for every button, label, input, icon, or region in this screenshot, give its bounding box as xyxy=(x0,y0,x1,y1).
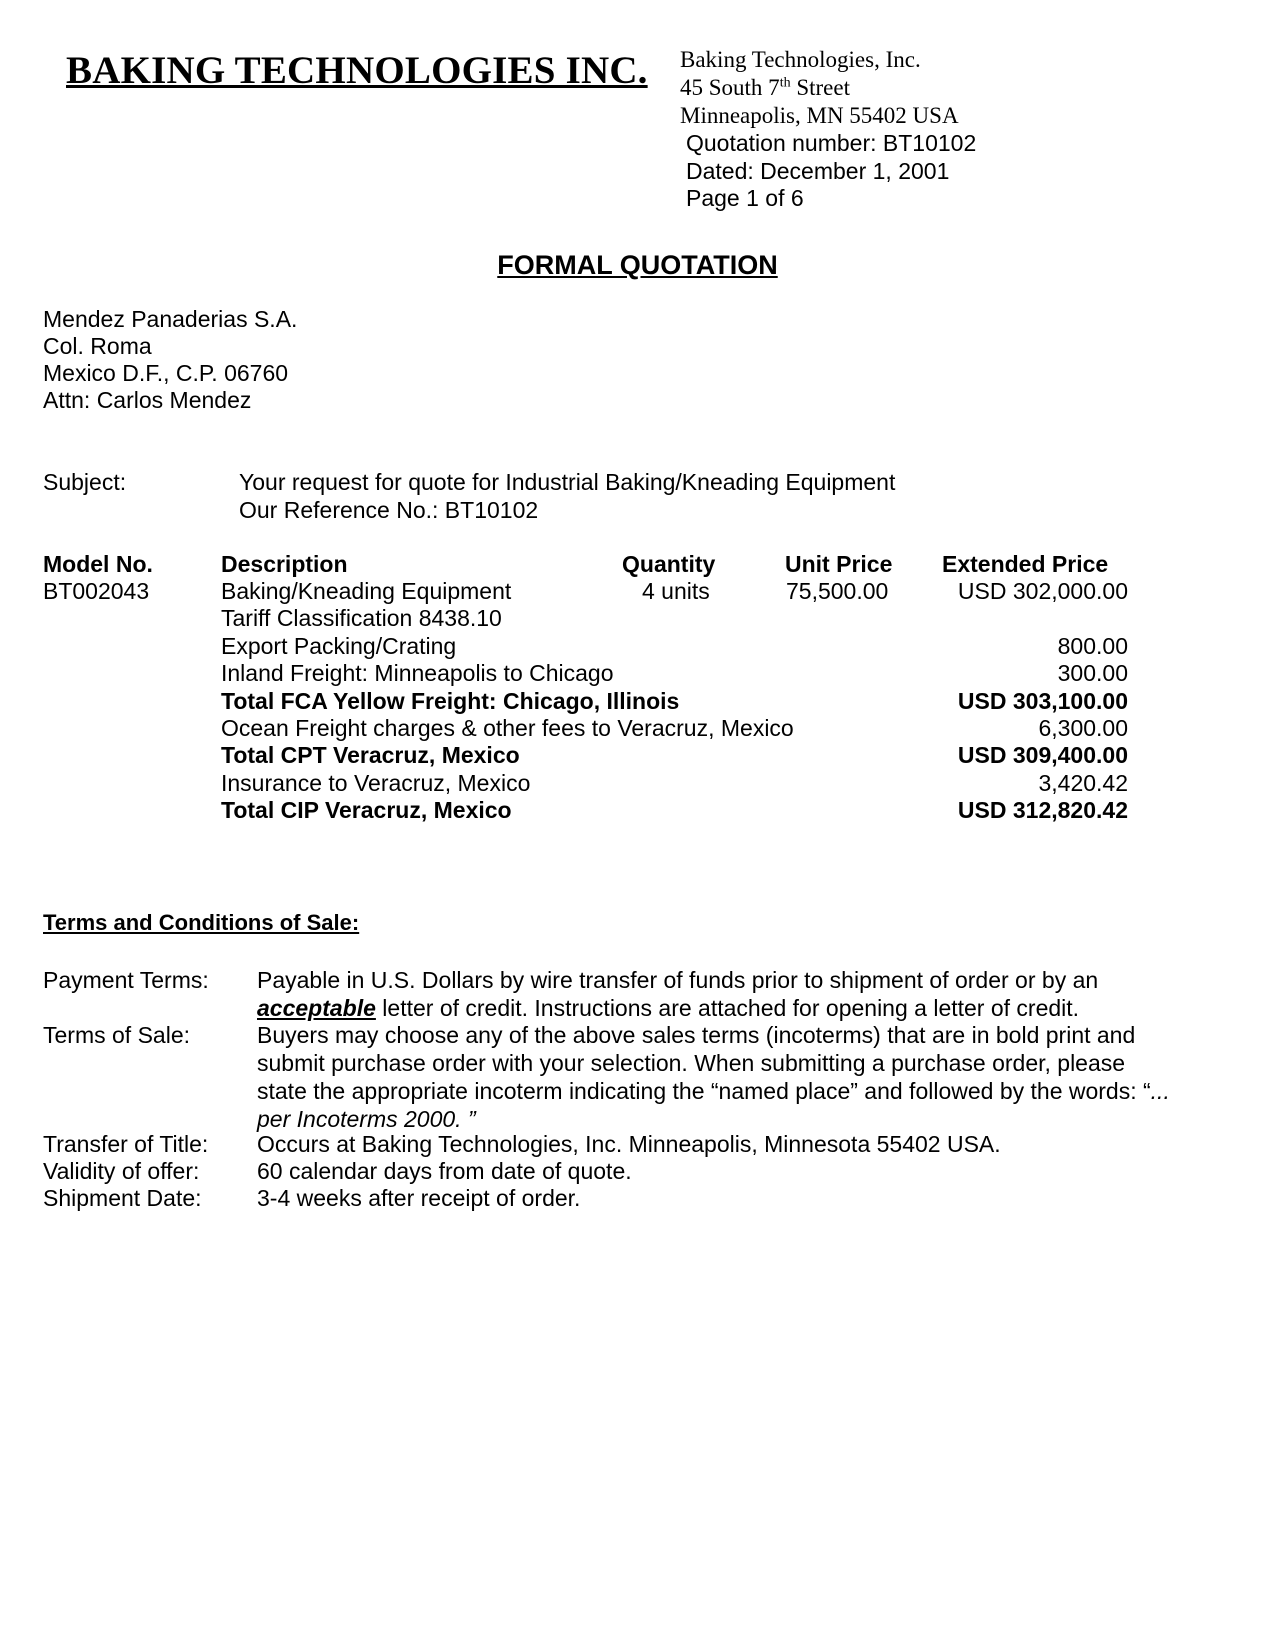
acceptable-emphasis: acceptable xyxy=(257,995,376,1021)
shipment-date-label: Shipment Date: xyxy=(43,1185,202,1211)
cell-extended-price: USD 312,820.42 xyxy=(957,797,1128,823)
col-header-quantity: Quantity xyxy=(622,551,716,577)
cell-description: Total CPT Veracruz, Mexico xyxy=(221,742,520,768)
col-header-extended-price: Extended Price xyxy=(942,551,1109,577)
transfer-of-title-text: Occurs at Baking Technologies, Inc. Minneapolis, Minnesota 55402 USA. xyxy=(257,1131,1001,1157)
payment-terms-text: Payable in U.S. Dollars by wire transfer of funds prior to shipment of order or by an acceptable letter of credit. Instructions are attached for opening a letter of credit. xyxy=(257,967,1099,1021)
col-header-unit-price: Unit Price xyxy=(785,551,893,577)
cell-extended-price: 300.00 xyxy=(1057,660,1128,686)
quotation-number: Quotation number: BT10102 xyxy=(686,130,977,156)
terms-heading: Terms and Conditions of Sale: xyxy=(43,910,360,935)
transfer-of-title-label: Transfer of Title: xyxy=(43,1131,209,1157)
company-logo: BAKING TECHNOLOGIES INC. xyxy=(66,49,648,92)
cell-extended-price: USD 309,400.00 xyxy=(957,742,1128,768)
reference-line: Our Reference No.: BT10102 xyxy=(239,497,539,523)
payment-terms-label: Payment Terms: xyxy=(43,967,209,993)
col-header-model: Model No. xyxy=(43,551,153,577)
cell-extended-price: 800.00 xyxy=(1057,633,1128,659)
recipient-city: Mexico D.F., C.P. 06760 xyxy=(43,360,289,386)
subject-label: Subject: xyxy=(43,469,127,495)
cell-extended-price: 6,300.00 xyxy=(1038,715,1128,741)
cell-quantity: 4 units xyxy=(642,578,710,604)
document-title: FORMAL QUOTATION xyxy=(497,250,778,280)
cell-description: Total FCA Yellow Freight: Chicago, Illinois xyxy=(221,688,680,714)
terms-of-sale-text: Buyers may choose any of the above sales terms (incoterms) that are in bold print and submit purchase order with your selection. When submitting a purchase order, please state the appropriate incoterm indicating the “named place” and followed by the words: “... per Incoterms 2000. ” xyxy=(257,1022,1170,1132)
col-header-description: Description xyxy=(221,551,348,577)
quotation-date: Dated: December 1, 2001 xyxy=(686,158,950,184)
cell-description: Export Packing/Crating xyxy=(221,633,457,659)
page-number: Page 1 of 6 xyxy=(686,185,804,211)
shipment-date-text: 3-4 weeks after receipt of order. xyxy=(257,1185,581,1211)
cell-extended-price: USD 302,000.00 xyxy=(957,578,1128,604)
cell-extended-price: USD 303,100.00 xyxy=(957,688,1128,714)
company-street: 45 South 7th Street xyxy=(680,75,850,100)
company-city: Minneapolis, MN 55402 USA xyxy=(680,103,959,128)
recipient-company: Mendez Panaderias S.A. xyxy=(43,306,298,332)
company-name: Baking Technologies, Inc. xyxy=(680,47,921,72)
cell-unit-price: 75,500.00 xyxy=(786,578,889,604)
cell-description: Insurance to Veracruz, Mexico xyxy=(221,770,531,796)
cell-description: Ocean Freight charges & other fees to Veracruz, Mexico xyxy=(221,715,794,741)
cell-description: Inland Freight: Minneapolis to Chicago xyxy=(221,660,614,686)
cell-description: Total CIP Veracruz, Mexico xyxy=(221,797,512,823)
cell-description: Baking/Kneading Equipment xyxy=(221,578,512,604)
terms-of-sale-label: Terms of Sale: xyxy=(43,1022,190,1048)
cell-model: BT002043 xyxy=(43,578,150,604)
recipient-area: Col. Roma xyxy=(43,333,152,359)
validity-label: Validity of offer: xyxy=(43,1158,200,1184)
subject-line: Your request for quote for Industrial Baking/Kneading Equipment xyxy=(239,469,896,495)
cell-extended-price: 3,420.42 xyxy=(1038,770,1128,796)
cell-description: Tariff Classification 8438.10 xyxy=(221,605,502,631)
validity-text: 60 calendar days from date of quote. xyxy=(257,1158,632,1184)
recipient-attn: Attn: Carlos Mendez xyxy=(43,387,252,413)
